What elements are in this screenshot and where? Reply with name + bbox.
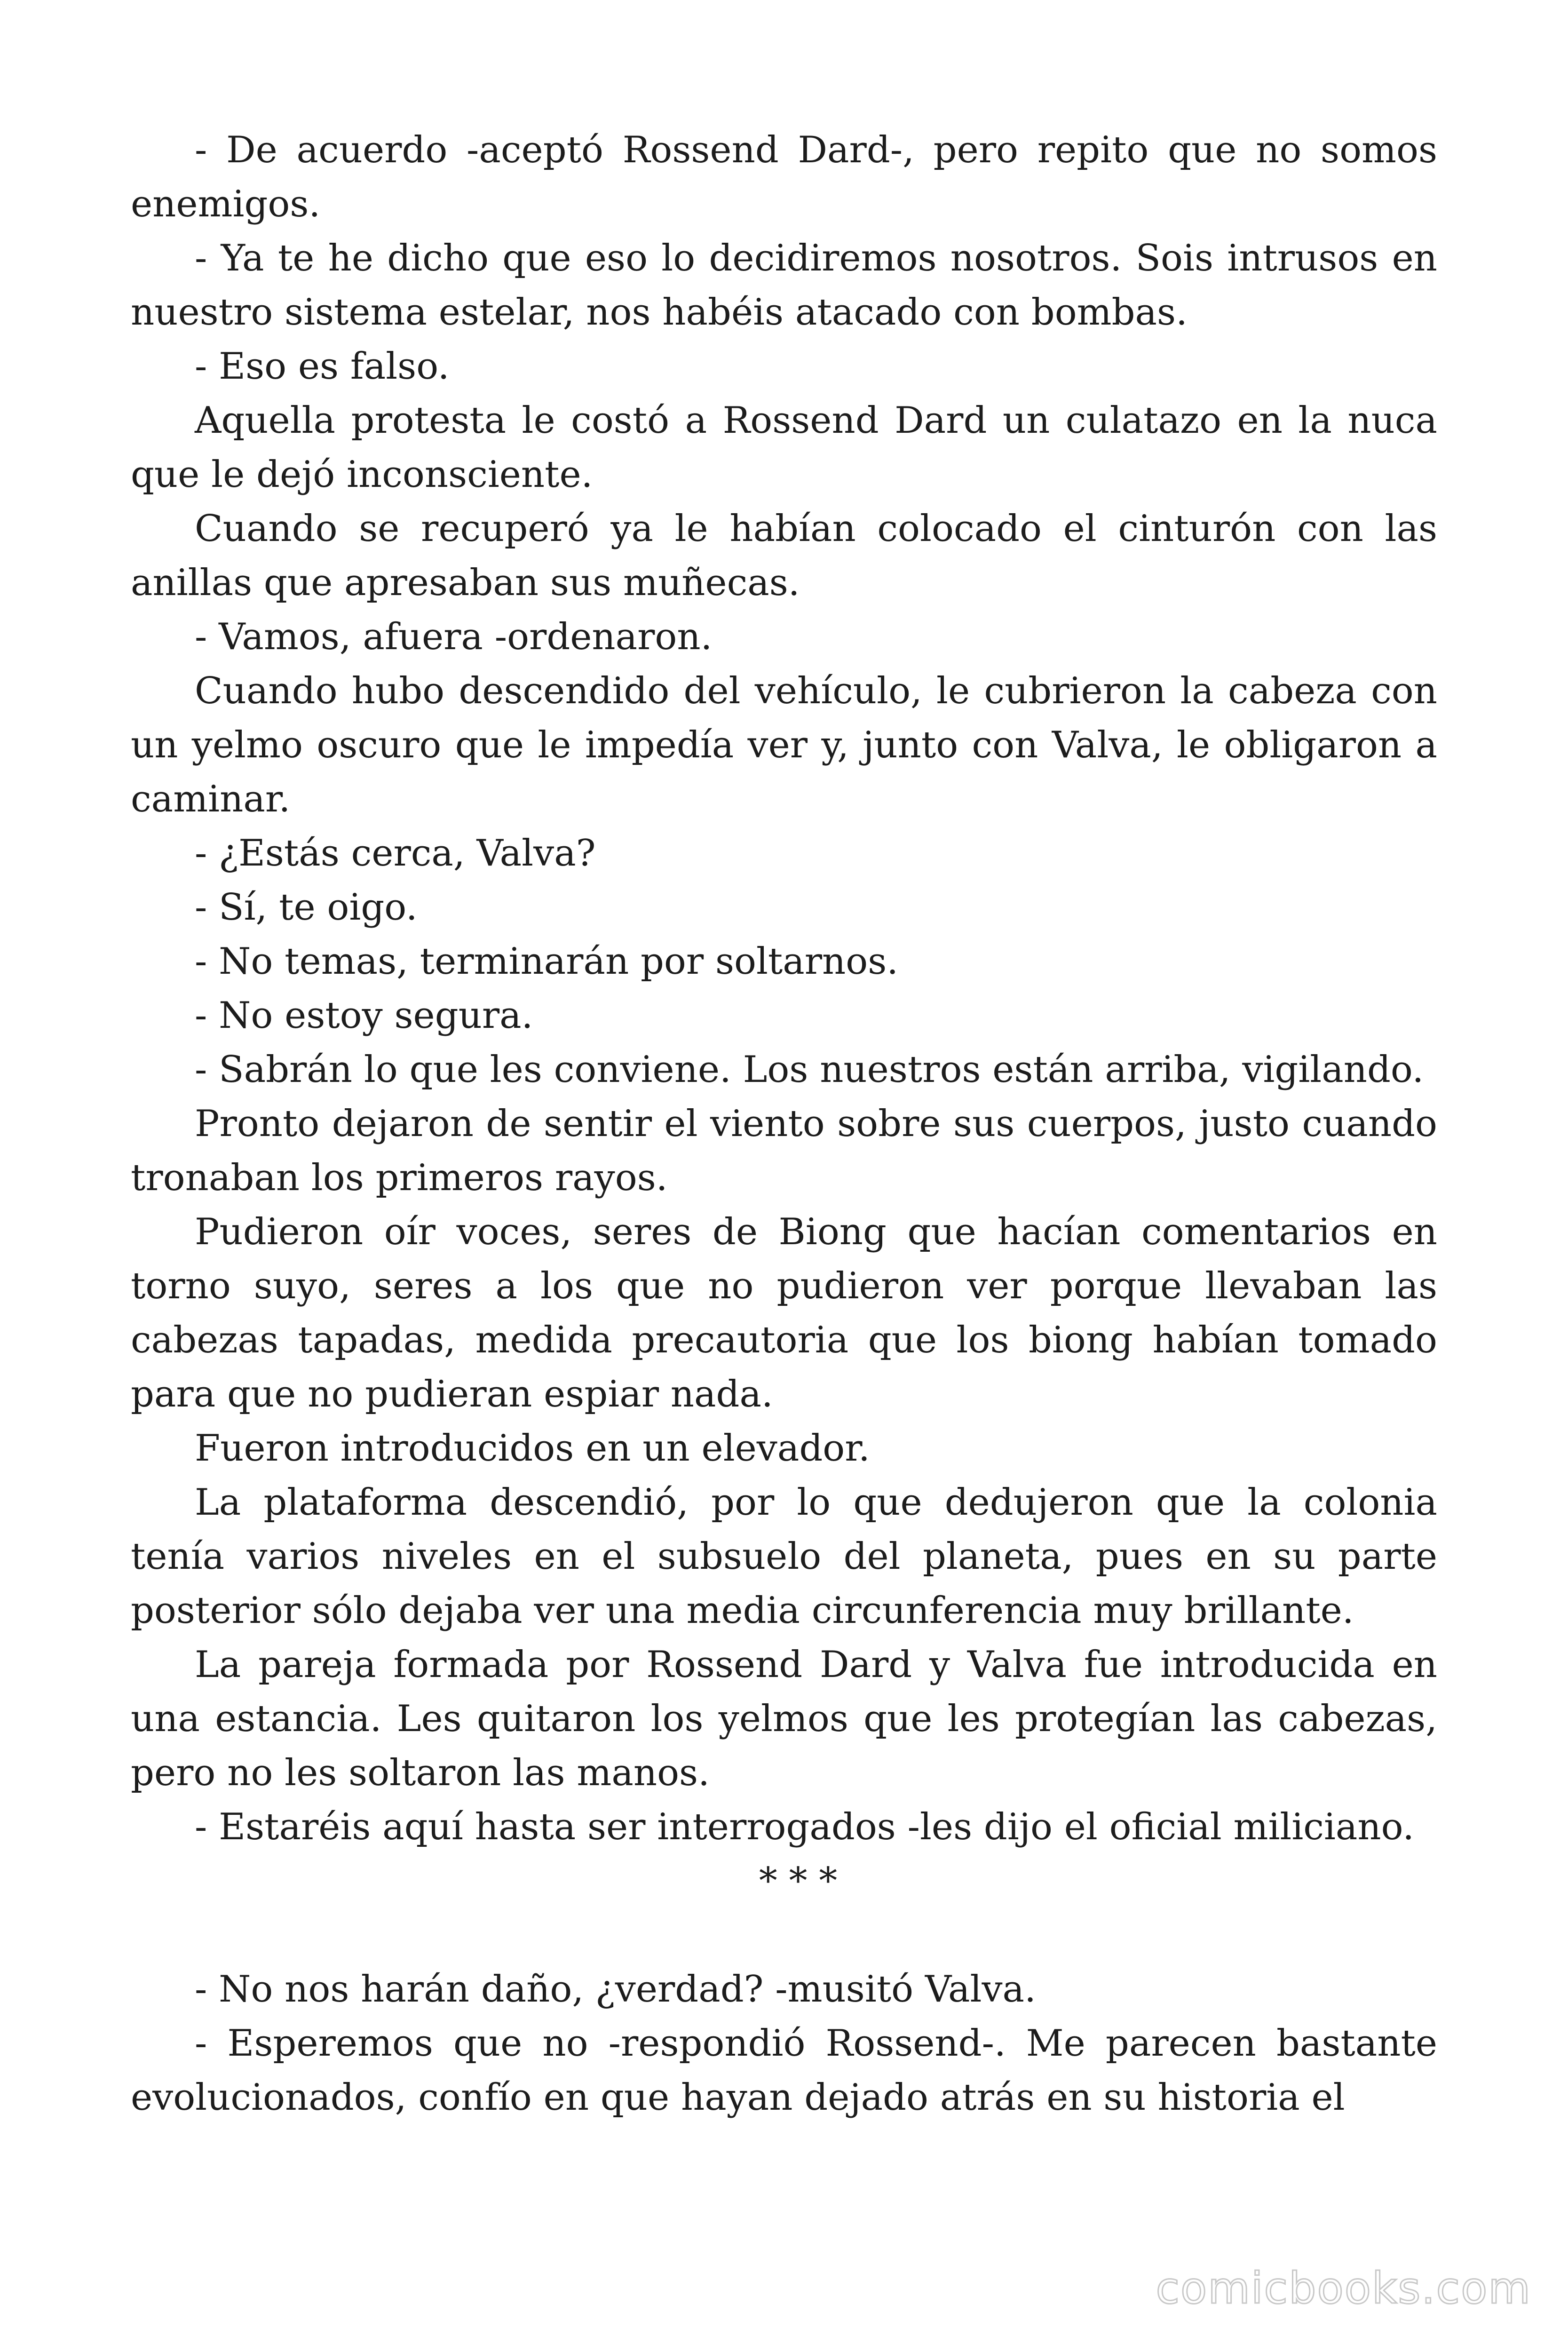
- paragraph: Cuando se recuperó ya le habían colocado el cinturón con las anillas que apresaban sus muñecas.: [131, 508, 1437, 604]
- paragraph: Cuando hubo descendido del vehículo, le cubrieron la cabeza con un yelmo oscuro que le impedía ver y, junto con Valva, le obligaron a caminar.: [131, 670, 1437, 820]
- paragraph: Fueron introducidos en un elevador.: [195, 1427, 870, 1470]
- paragraph: La pareja formada por Rossend Dard y Valva fue introducida en una estancia. Les quitaron los yelmos que les protegían las cabezas, pero no les soltaron las manos.: [131, 1644, 1437, 1794]
- paragraph: Pronto dejaron de sentir el viento sobre sus cuerpos, justo cuando tronaban los primeros rayos.: [131, 1103, 1437, 1199]
- paragraph: La plataforma descendió, por lo que dedujeron que la colonia tenía varios niveles en el subsuelo del planeta, pues en su parte posterior sólo dejaba ver una media circunferencia muy brillante.: [131, 1481, 1437, 1632]
- page-text: [131, 123, 1437, 2125]
- paragraph: Pudieron oír voces, seres de Biong que hacían comentarios en torno suyo, seres a los que no pudieron ver porque llevaban las cabezas tapadas, medida precautoria que los biong habían tomado para que no pudieran espiar nada.: [131, 1211, 1437, 1415]
- paragraph: - Sí, te oigo.: [195, 886, 418, 929]
- paragraph: - Estaréis aquí hasta ser interrogados -les dijo el oficial miliciano.: [195, 1806, 1415, 1848]
- paragraph: Aquella protesta le costó a Rossend Dard un culatazo en la nuca que le dejó inconsciente.: [131, 399, 1437, 496]
- paragraph: - Vamos, afuera -ordenaron.: [195, 616, 713, 658]
- scene-separator: * * *: [759, 1860, 838, 1902]
- paragraph: - Ya te he dicho que eso lo decidiremos nosotros. Sois intrusos en nuestro sistema estelar, nos habéis atacado con bombas.: [131, 237, 1437, 334]
- paragraph: - No estoy segura.: [195, 994, 533, 1037]
- paragraph: - Sabrán lo que les conviene. Los nuestros están arriba, vigilando.: [195, 1049, 1424, 1091]
- paragraph: - No nos harán daño, ¿verdad? -musitó Valva.: [195, 1968, 1036, 2010]
- paragraph: - De acuerdo -aceptó Rossend Dard-, pero repito que no somos enemigos.: [131, 129, 1437, 225]
- paragraph: - Eso es falso.: [195, 345, 450, 388]
- watermark: comicbooks.com: [1156, 2263, 1531, 2313]
- paragraph: - No temas, terminarán por soltarnos.: [195, 940, 899, 983]
- paragraph: - Esperemos que no -respondió Rossend-. Me parecen bastante evolucionados, confío en que hayan dejado atrás en su historia el: [131, 2022, 1437, 2119]
- paragraph: - ¿Estás cerca, Valva?: [195, 832, 596, 874]
